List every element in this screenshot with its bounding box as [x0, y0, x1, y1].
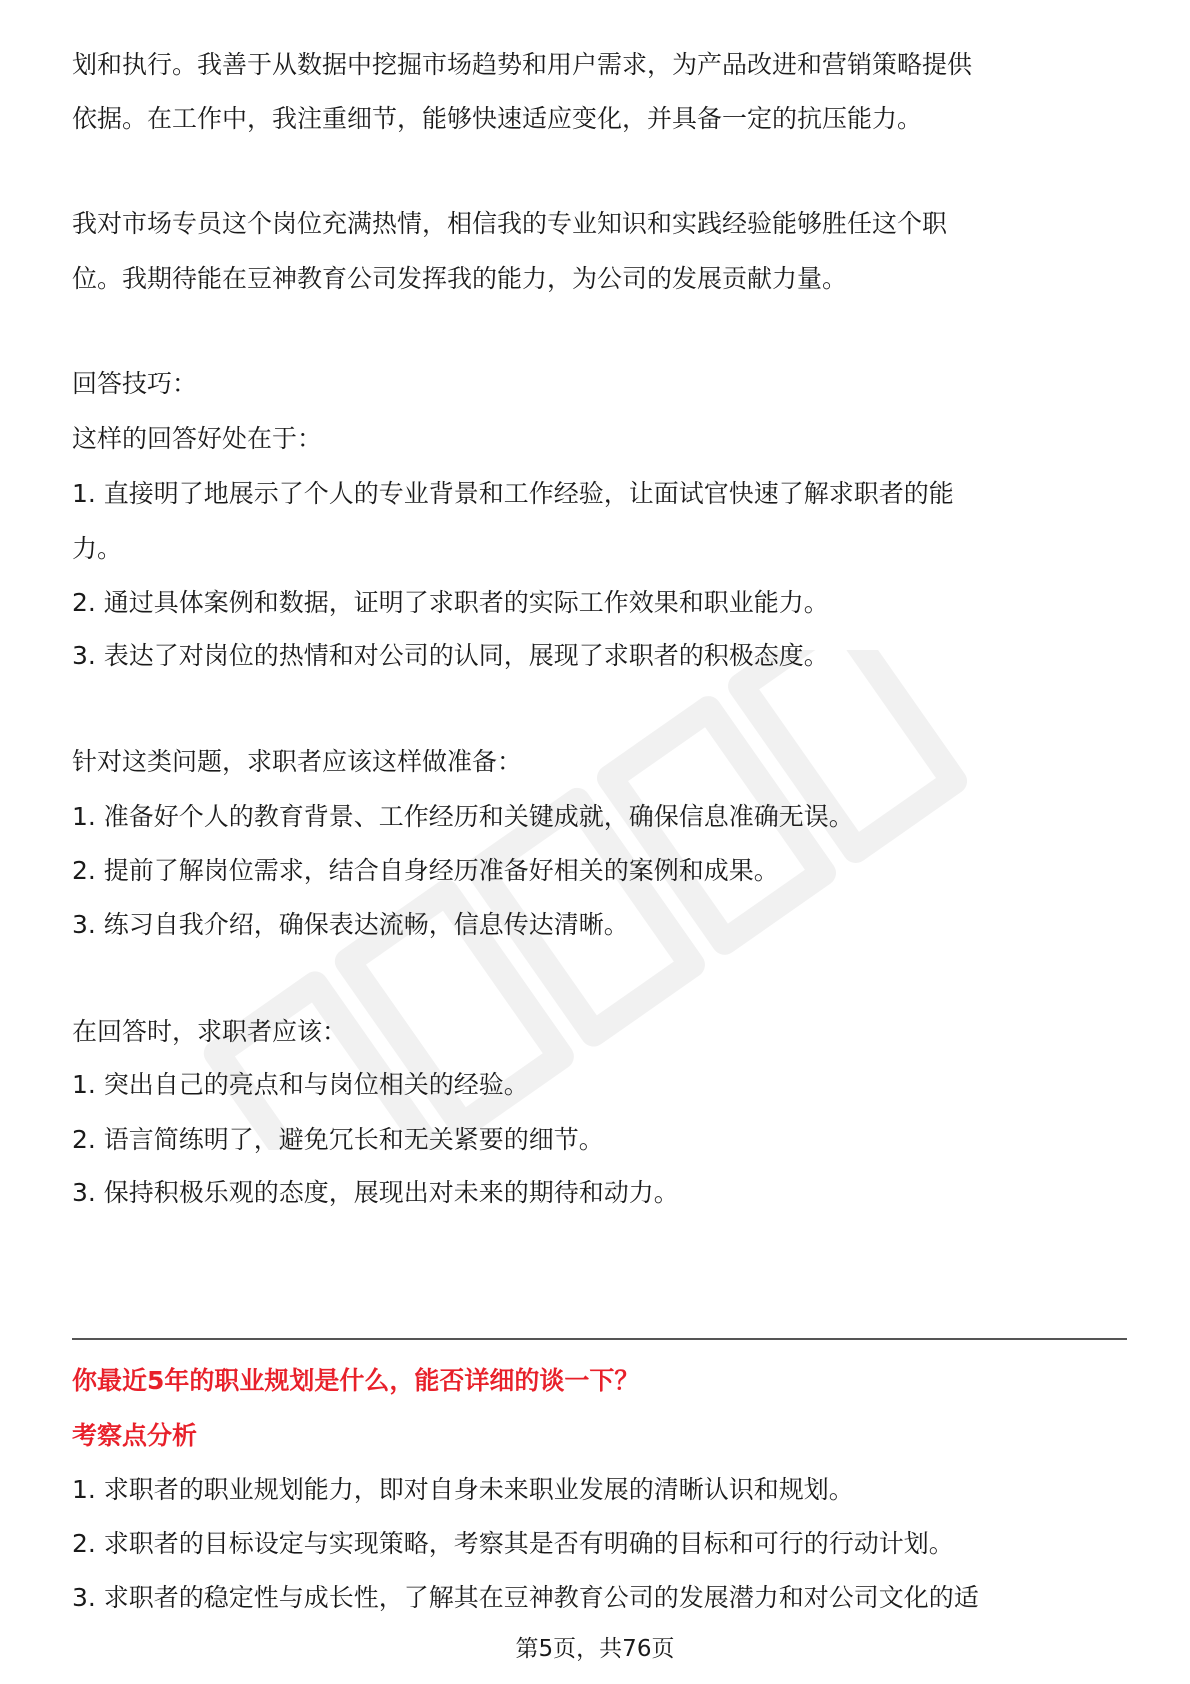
when-answering-heading: 在回答时，求职者应该：: [72, 1017, 348, 1046]
benefit-item: 2. 通过具体案例和数据，证明了求职者的实际工作效果和职业能力。: [72, 588, 829, 617]
benefits-heading: 这样的回答好处在于：: [72, 424, 323, 453]
benefit-item: 1. 直接明了地展示了个人的专业背景和工作经验，让面试官快速了解求职者的能: [72, 479, 954, 508]
benefit-item: 力。: [72, 534, 123, 563]
page-number: 第5页，共76页: [515, 1636, 675, 1662]
analysis-point: 1. 求职者的职业规划能力，即对自身未来职业发展的清晰认识和规划。: [72, 1475, 854, 1504]
analysis-point: 3. 求职者的稳定性与成长性，了解其在豆神教育公司的发展潜力和对公司文化的适: [72, 1583, 979, 1612]
answer-line: 依据。在工作中，我注重细节，能够快速适应变化，并具备一定的抗压能力。: [72, 104, 923, 133]
prepare-item: 2. 提前了解岗位需求，结合自身经历准备好相关的案例和成果。: [72, 856, 779, 885]
analysis-point: 2. 求职者的目标设定与实现策略，考察其是否有明确的目标和可行的行动计划。: [72, 1529, 954, 1558]
when-answering-item: 2. 语言简练明了，避免冗长和无关紧要的细节。: [72, 1125, 604, 1154]
prepare-heading: 针对这类问题，求职者应该这样做准备：: [72, 747, 523, 776]
answer-line: 位。我期待能在豆神教育公司发挥我的能力，为公司的发展贡献力量。: [72, 264, 848, 293]
prepare-item: 1. 准备好个人的教育背景、工作经历和关键成就，确保信息准确无误。: [72, 802, 854, 831]
question-title: 你最近5年的职业规划是什么，能否详细的谈一下？: [72, 1366, 640, 1395]
analysis-heading: 考察点分析: [72, 1421, 198, 1450]
prepare-item: 3. 练习自我介绍，确保表达流畅，信息传达清晰。: [72, 910, 629, 939]
when-answering-item: 1. 突出自己的亮点和与岗位相关的经验。: [72, 1070, 529, 1099]
benefit-item: 3. 表达了对岗位的热情和对公司的认同，展现了求职者的积极态度。: [72, 641, 829, 670]
answer-line: 我对市场专员这个岗位充满热情，相信我的专业知识和实践经验能够胜任这个职: [72, 209, 948, 238]
answer-line: 划和执行。我善于从数据中挖掘市场趋势和用户需求，为产品改进和营销策略提供: [72, 50, 973, 79]
tips-heading: 回答技巧：: [72, 369, 198, 398]
when-answering-item: 3. 保持积极乐观的态度，展现出对未来的期待和动力。: [72, 1178, 679, 1207]
section-divider: [72, 1338, 1127, 1340]
